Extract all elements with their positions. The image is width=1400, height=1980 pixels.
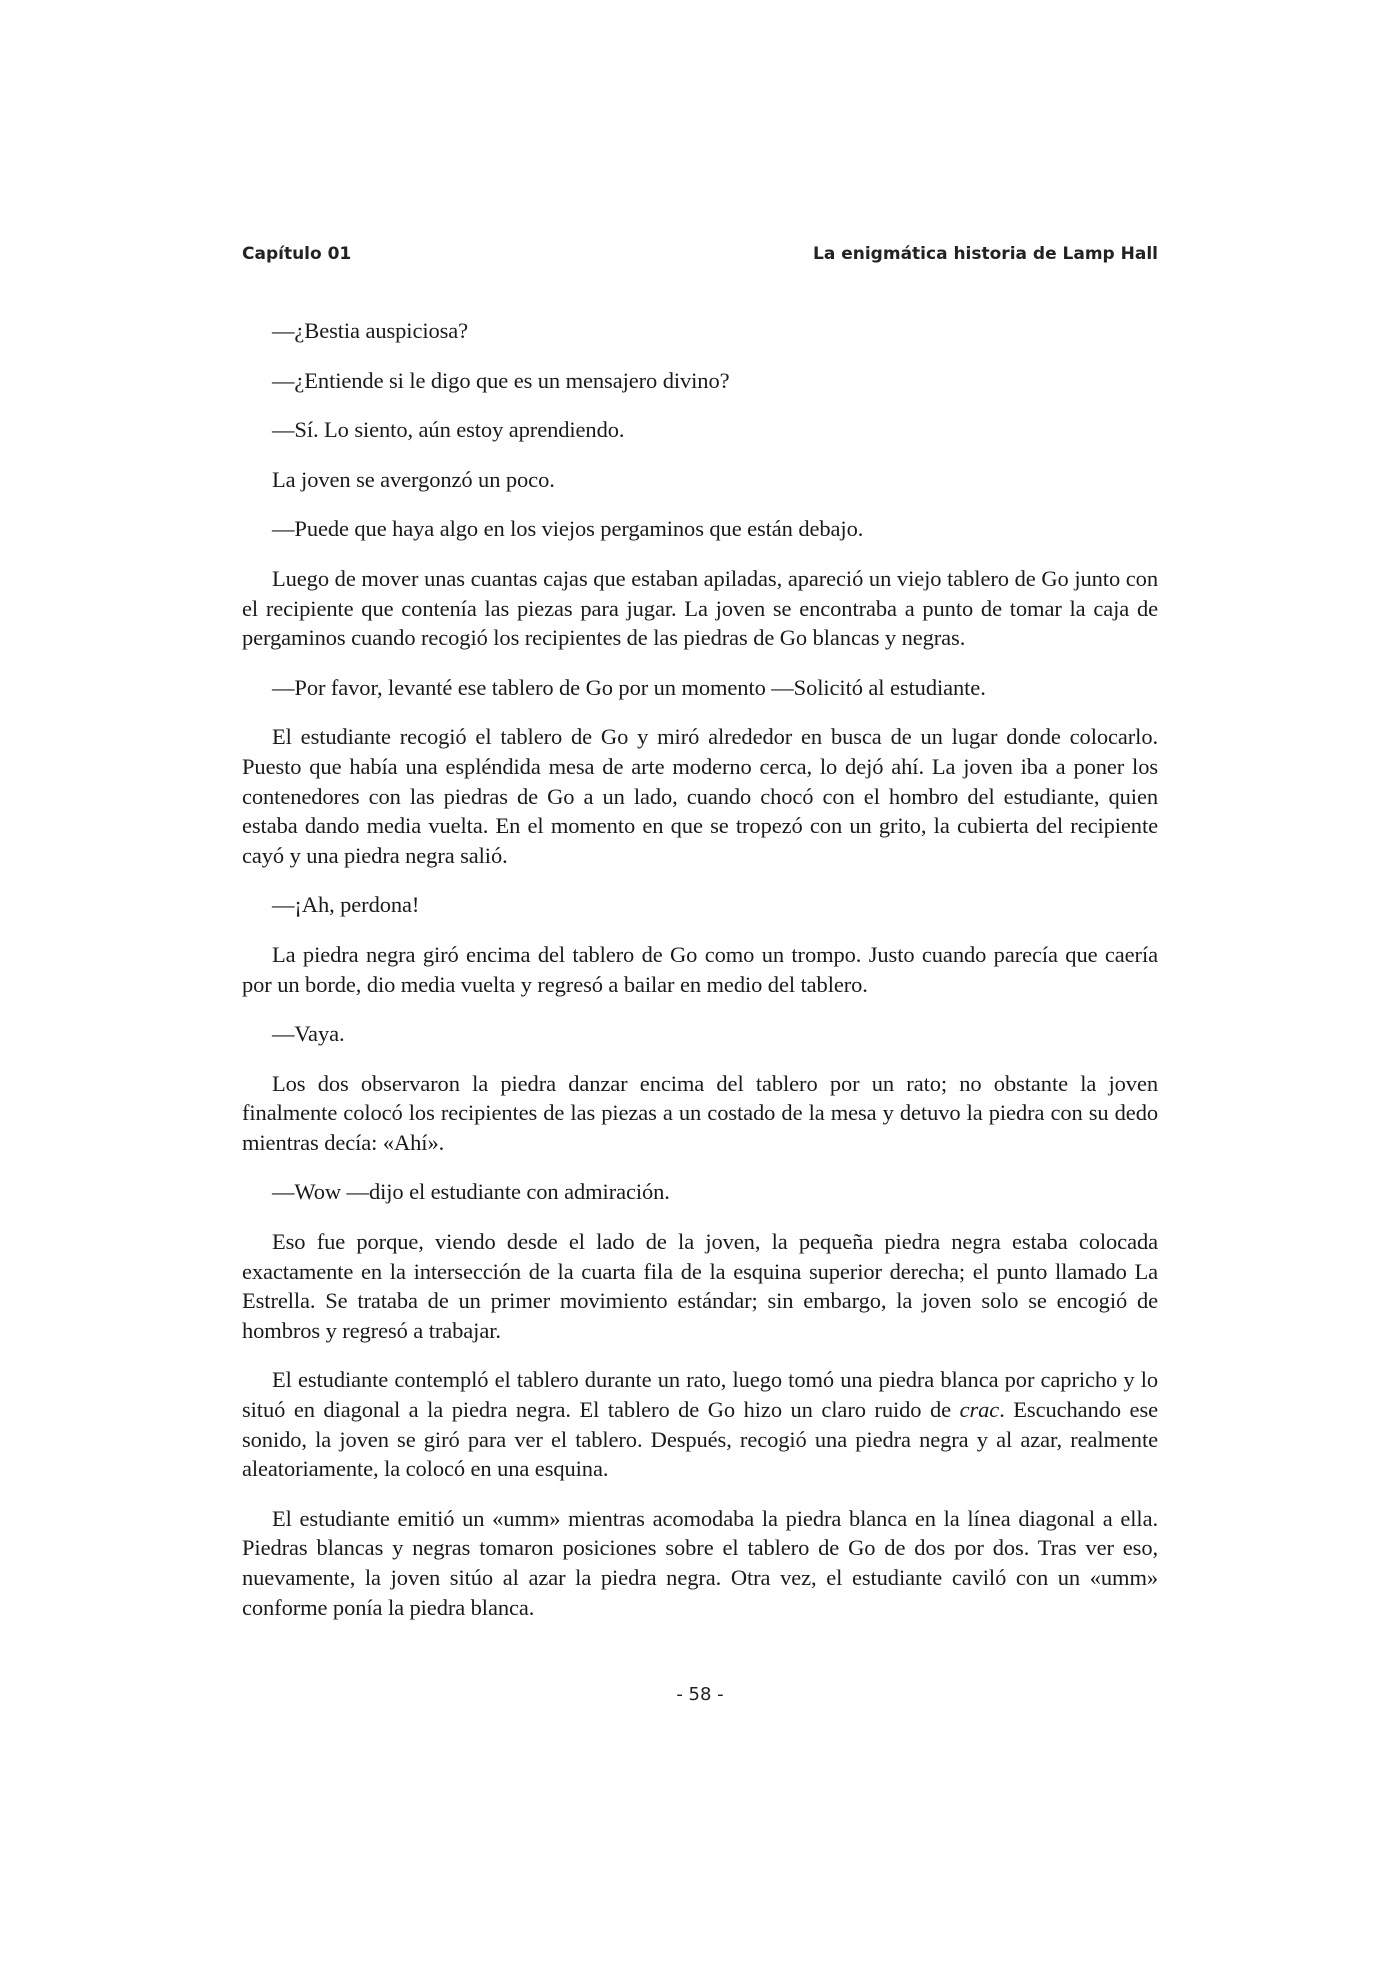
paragraph (242, 1365, 1158, 1483)
chapter-label: Capítulo 01 (242, 244, 352, 264)
paragraph: Los dos observaron la piedra danzar encima del tablero por un rato; no obstante la joven finalmente colocó los recipientes de las piezas a un costado de la mesa y detuvo la piedra con su dedo mientras decía: «Ahí». (242, 1070, 1158, 1155)
paragraph: El estudiante emitió un «umm» mientras acomodaba la piedra blanca en la línea diagonal a ella. Piedras blancas y negras tomaron posiciones sobre el tablero de Go de dos por dos. Tras ver eso, nuevamente, la joven sitúo al azar la piedra negra. Otra vez, el estudiante caviló con un «umm» conforme ponía la piedra blanca. (242, 1505, 1158, 1620)
paragraph: Eso fue porque, viendo desde el lado de la joven, la pequeña piedra negra estaba colocada exactamente en la intersección de la cuarta fila de la esquina superior derecha; el punto llamado La Estrella. Se trataba de un primer movimiento estándar; sin embargo, la joven solo se encogió de hombros y regresó a trabajar. (242, 1229, 1158, 1343)
paragraph: —¡Ah, perdona! (272, 892, 420, 918)
paragraph-text: El estudiante contempló el tablero durante un rato, luego tomó una piedra blanca por capricho y lo situó en diagonal a la piedra negra. El tablero de Go hizo un claro ruido de (242, 1367, 1158, 1423)
paragraph: —¿Entiende si le digo que es un mensajero divino? (272, 367, 730, 393)
paragraph: La piedra negra giró encima del tablero de Go como un trompo. Justo cuando parecía que caería por un borde, dio media vuelta y regresó a bailar en medio del tablero. (242, 941, 1158, 997)
running-header (242, 244, 1158, 264)
paragraph: —Por favor, levanté ese tablero de Go por un momento —Solicitó al estudiante. (272, 674, 986, 700)
paragraph: —Wow —dijo el estudiante con admiración. (272, 1179, 670, 1205)
paragraph: —¿Bestia auspiciosa? (272, 318, 469, 343)
paragraph-text: . Escuchando ese sonido, la joven se giró para ver el tablero. Después, recogió una piedra negra y al azar, realmente aleatoriamente, la colocó en una esquina. (242, 1397, 1158, 1482)
page-number: - 58 - (676, 1684, 724, 1705)
italic-word: crac (959, 1397, 1000, 1423)
paragraph: Luego de mover unas cuantas cajas que estaban apiladas, apareció un viejo tablero de Go junto con el recipiente que contenía las piezas para jugar. La joven se encontraba a punto de tomar la caja de pergaminos cuando recogió los recipientes de las piedras de Go blancas y negras. (242, 565, 1158, 651)
book-title: La enigmática historia de Lamp Hall (813, 244, 1158, 264)
paragraph: —Puede que haya algo en los viejos pergaminos que están debajo. (272, 516, 864, 542)
paragraph: El estudiante recogió el tablero de Go y miró alrededor en busca de un lugar donde colocarlo. Puesto que había una espléndida mesa de arte moderno cerca, lo dejó ahí. La joven iba a poner los contenedores con las piedras de Go a un lado, cuando chocó con el hombro del estudiante, quien estaba dando media vuelta. En el momento en que se tropezó con un grito, la cubierta del recipiente cayó y una piedra negra salió. (242, 724, 1158, 868)
page-body (242, 316, 1158, 1642)
paragraph: La joven se avergonzó un poco. (272, 466, 555, 492)
paragraph: —Sí. Lo siento, aún estoy aprendiendo. (272, 417, 625, 443)
paragraph: —Vaya. (272, 1021, 345, 1047)
